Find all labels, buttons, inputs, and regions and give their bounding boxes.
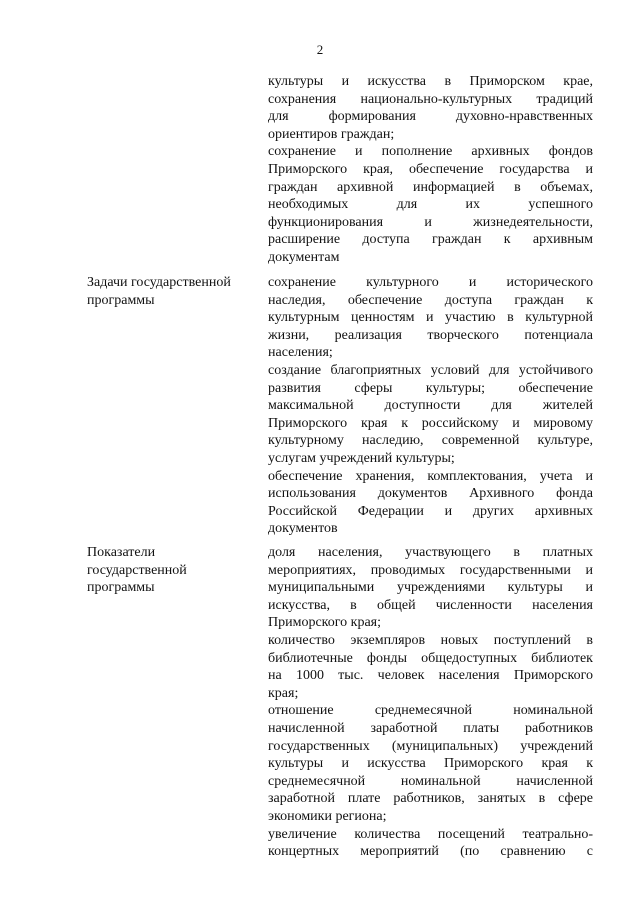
indicators-paragraph-1 [268,544,593,632]
text-line: Приморского края; [268,615,382,631]
label-line: программы [87,292,155,308]
text-line: среднемесячной номинальной начисленной [268,773,593,789]
tasks-label [87,274,257,309]
text-line: муниципальными учреждениями культуры и [268,580,593,596]
label-line: Задачи государственной [87,275,231,290]
indicators-paragraph-2 [268,632,593,702]
text-line: культуры и искусства Приморского края к [268,756,593,772]
text-line: Приморского края к российскому и мировому [268,415,593,431]
text-line: сохранение и пополнение архивных фондов [268,144,593,160]
text-line: граждан архивной информацией в объемах, [268,179,593,195]
text-line: заработной плате работников, занятых в сфере [268,791,593,807]
text-line: услугам учреждений культуры; [268,450,455,466]
text-line: сохранения национально-культурных традиций [268,91,593,107]
text-line: документов [268,521,338,537]
goals-continuation-text [268,73,593,267]
goals-paragraph-2 [268,143,593,266]
text-line: расширение доступа граждан к архивным [268,232,593,248]
text-line: края; [268,685,299,701]
tasks-paragraph-1 [268,274,593,362]
text-line: функционирования и жизнедеятельности, [268,214,593,230]
indicators-text [268,544,593,861]
text-line: сохранение культурного и исторического [268,275,593,290]
text-line: культурным ценностям и участию в культурной [268,310,593,326]
text-line: культурному наследию, современной культуре, [268,433,593,449]
text-line: экономики региона; [268,808,387,824]
text-line: Российской Федерации и других архивных [268,503,593,519]
indicators-paragraph-3 [268,702,593,825]
text-line: необходимых для их успешного [268,197,593,213]
text-line: количество экземпляров новых поступлений в [268,632,593,648]
goals-paragraph-1 [268,73,593,143]
text-line: развития сферы культуры; обеспечение [268,380,593,396]
text-line: мероприятиях, проводимых государственными и [268,562,593,578]
text-line: государственных (муниципальных) учреждений [268,738,593,754]
tasks-text [268,274,593,538]
text-line: доля населения, участвующего в платных [268,545,593,560]
label-line: государственной [87,562,187,578]
text-line: Приморского края, обеспечение государства и [268,161,593,177]
text-line: максимальной доступности для жителей [268,398,593,414]
indicators-paragraph-4 [268,826,593,861]
text-line: для формирования духовно-нравственных [268,109,593,125]
indicators-label [87,544,257,597]
text-line: библиотечные фонды общедоступных библиотек [268,650,593,666]
page-number: 2 [316,42,324,57]
text-line: наследия, обеспечение доступа граждан к [268,292,593,308]
text-line: жизни, реализация творческого потенциала [268,327,593,343]
tasks-paragraph-3 [268,468,593,538]
text-line: на 1000 тыс. человек населения Приморского [268,668,593,684]
text-line: использования документов Архивного фонда [268,486,593,502]
text-line: начисленной заработной платы работников [268,720,593,736]
text-line: культуры и искусства в Приморском крае, [268,74,593,89]
label-line: Показатели [87,545,156,560]
text-line: отношение среднемесячной номинальной [268,703,593,719]
text-line: создание благоприятных условий для устойчивого [268,362,593,378]
text-line: увеличение количества посещений театрально- [268,826,593,842]
text-line: обеспечение хранения, комплектования, учета и [268,468,593,484]
text-line: документам [268,249,340,265]
text-line: населения; [268,345,333,361]
text-line: ориентиров граждан; [268,126,395,142]
text-line: искусства, в общей численности населения [268,597,593,613]
tasks-paragraph-2 [268,362,593,468]
text-line: концертных мероприятий (по сравнению с [268,844,593,860]
label-line: программы [87,580,155,596]
